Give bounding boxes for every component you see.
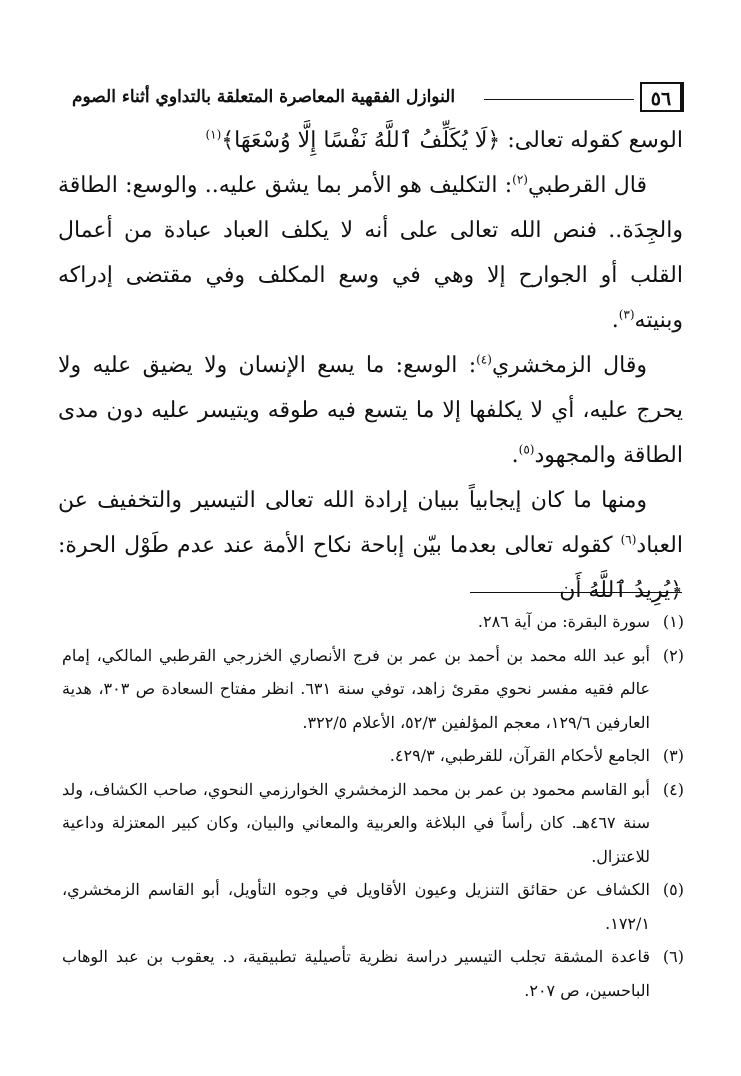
- quran-verse-1: ﴿لَا يُكَلِّفُ ٱللَّهُ نَفْسًا إِلَّا وُسْعَهَا﴾: [221, 128, 501, 153]
- footnote-5: [62, 873, 684, 940]
- footnote-number: (٣): [662, 746, 684, 765]
- main-text: [58, 118, 683, 613]
- page-number: ٥٦: [640, 82, 684, 112]
- running-title: النوازل الفقهية المعاصرة المتعلقة بالتداوي أثناء الصوم: [72, 87, 456, 107]
- paragraph-2-text: : التكليف هو الأمر بما يشق عليه.. والوسع: الطاقة والجِدَة.. فنص الله تعالى على أنه لا يكلف العباد عبادة من أعمال القلب أو الجوارح إلا وهي في وسع المكلف وفي مقتضى إدراكه وبنيته: [58, 173, 683, 333]
- footnote-4: [62, 773, 684, 874]
- footnote-separator: [470, 592, 682, 593]
- footnote-2: [62, 639, 684, 740]
- footnote-number: (٢): [662, 645, 684, 665]
- footnote-number: (٤): [662, 779, 684, 799]
- paragraph-3-text: : الوسع: ما يسع الإنسان ولا يضيق عليه ولا يحرج عليه، أي لا يكلفها إلا ما يتسع فيه طوقه ويتيسر عليه دون مدى الطاقة والمجهود: [58, 353, 683, 468]
- footnote-ref-5: (٥): [518, 442, 535, 457]
- header-rule: [484, 99, 634, 100]
- footnote-text: قاعدة المشقة تجلب التيسير دراسة نظرية تأصيلية تطبيقية، د. يعقوب بن عبد الوهاب الباحسين، ص ٢٠٧.: [62, 947, 650, 1000]
- footnote-3: [62, 739, 684, 773]
- footnote-number: (٥): [662, 880, 684, 899]
- footnote-ref-4: (٤): [476, 352, 492, 367]
- paragraph-3: [58, 343, 683, 478]
- footnote-6: [62, 940, 684, 1007]
- paragraph-4-continuation: كقوله تعالى بعدما بيّن إباحة نكاح الأمة عند عدم طَوْل الحرة:: [58, 533, 621, 558]
- footnote-text: أبو عبد الله محمد بن أحمد بن عمر بن فرج الأنصاري الخزرجي القرطبي المالكي، إمام عالم فقيه مفسر نحوي مقرئ زاهد، توفي سنة ٦٣١. انظر مفتاح السعادة ص ٣٠٣، هدية العارفين ١٢٩/٦، معجم المؤلفين ٥٢/٣، الأعلام ٣٢٢/٥.: [62, 645, 651, 732]
- footnote-text: سورة البقرة: من آية ٢٨٦.: [477, 612, 650, 631]
- footnote-ref-3: (٣): [618, 307, 635, 322]
- footnote-ref-1: (١): [205, 127, 222, 142]
- footnote-1: [62, 605, 684, 639]
- paragraph-1: [58, 118, 683, 163]
- footnotes: [62, 605, 684, 1007]
- paragraph-2-lead: قال القرطبي: [527, 173, 647, 198]
- footnote-text: الكشاف عن حقائق التنزيل وعيون الأقاويل في وجوه التأويل، أبو القاسم الزمخشري، ١٧٢/١.: [62, 880, 650, 933]
- footnote-ref-2: (٢): [512, 172, 528, 187]
- footnote-number: (٦): [662, 947, 684, 966]
- footnote-ref-6: (٦): [620, 532, 637, 547]
- paragraph-2: [58, 163, 683, 343]
- page-header: [72, 82, 684, 116]
- footnote-text: أبو القاسم محمود بن عمر بن محمد الزمخشري الخوارزمي النحوي، صاحب الكشاف، ولد سنة ٤٦٧هـ. كان رأساً في البلاغة والعربية والمعاني والبيان، وكان كبير المعتزلة وداعية للاعتزال.: [62, 779, 650, 866]
- paragraph-2-end: .: [611, 308, 619, 333]
- footnote-number: (١): [662, 612, 684, 631]
- footnote-text: الجامع لأحكام القرآن، للقرطبي، ٤٢٩/٣.: [389, 746, 650, 765]
- quran-verse-2: ﴿يُرِيدُ ٱللَّهُ أَن: [559, 578, 683, 603]
- paragraph-1-text: الوسع كقوله تعالى:: [500, 128, 683, 153]
- paragraph-3-lead: وقال الزمخشري: [491, 353, 647, 378]
- paragraph-3-end: .: [511, 443, 519, 468]
- paragraph-4-text: ومنها ما كان إيجابياً ببيان إرادة الله تعالى التيسير والتخفيف عن العباد: [58, 488, 683, 558]
